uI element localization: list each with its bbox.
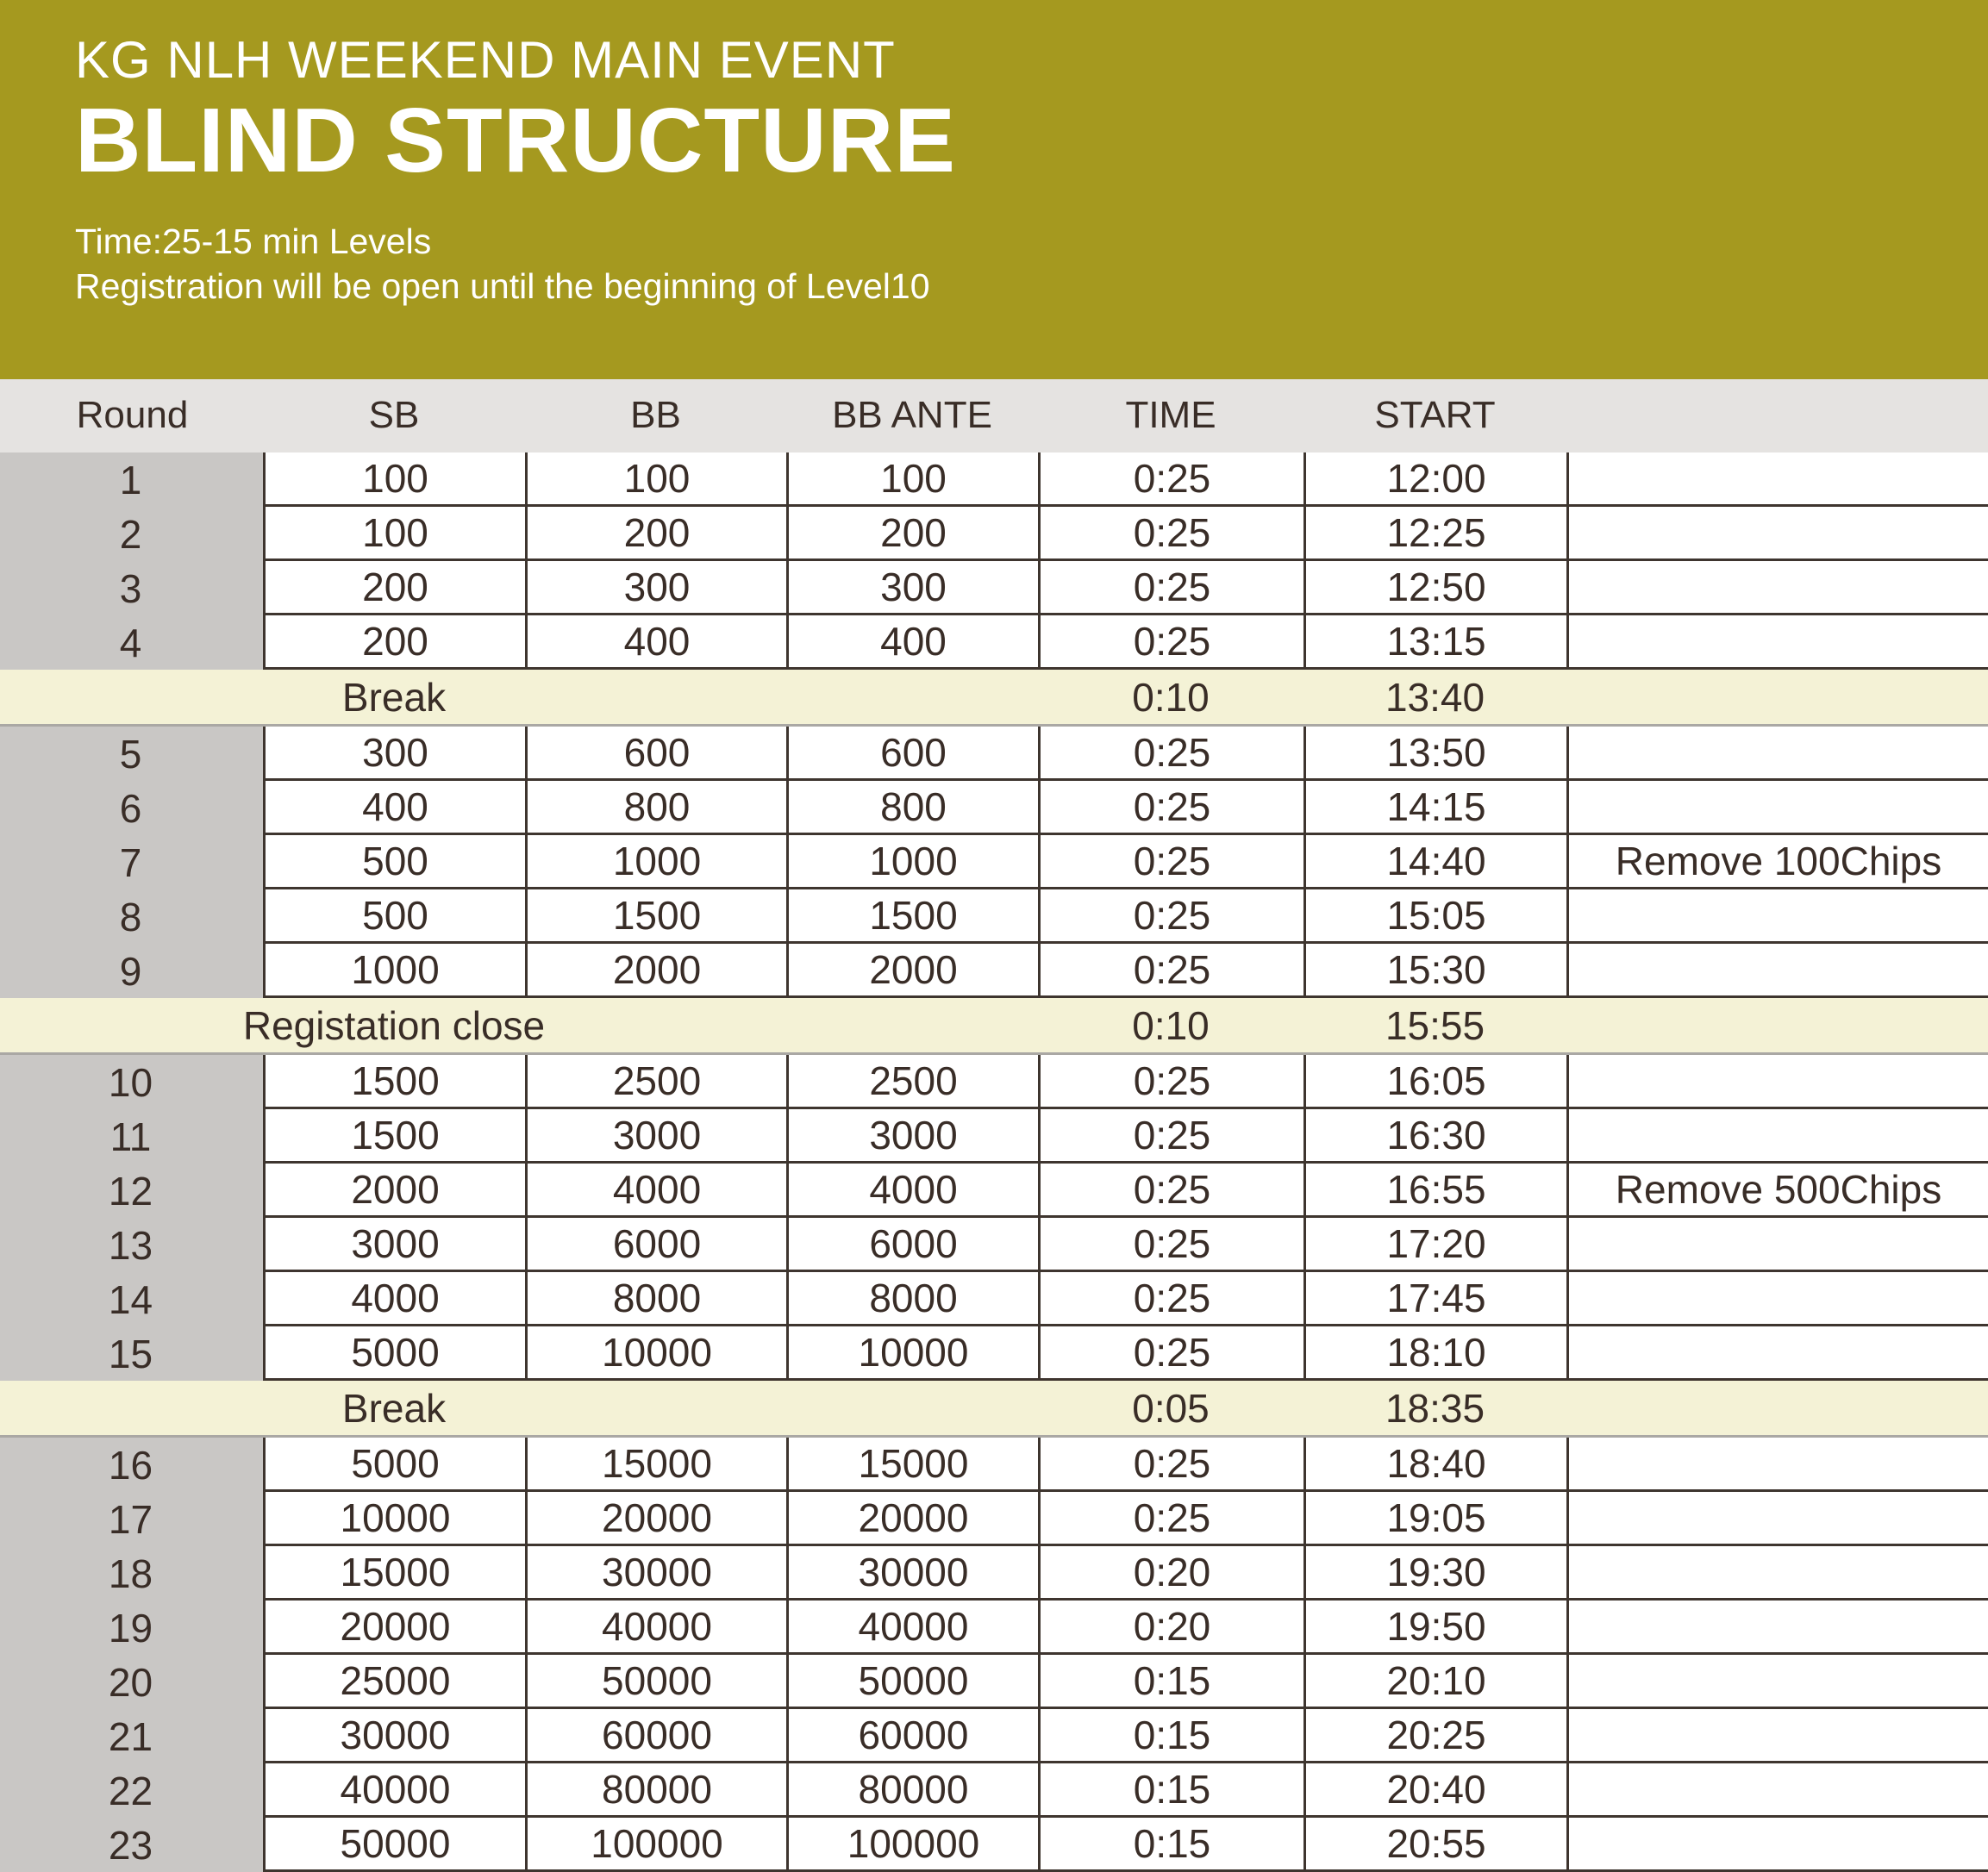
start-cell: 15:30 [1303,944,1566,998]
bb-cell: 3000 [525,1109,786,1164]
bb-cell: 20000 [525,1492,786,1546]
table-row [0,1492,1988,1546]
bb-ante-cell: 10000 [786,1326,1038,1381]
column-header-round: Round [0,379,263,452]
time-cell: 0:25 [1038,727,1303,781]
bb-ante-cell: 2000 [786,944,1038,998]
bb-cell: 6000 [525,1218,786,1272]
bb-cell: 30000 [525,1546,786,1601]
table-row [0,1601,1988,1655]
bb-cell: 4000 [525,1164,786,1218]
table-header-row [0,379,1988,452]
subtitle-levels-line: Time:25-15 min Levels [75,222,432,261]
bb-cell: 2000 [525,944,786,998]
break-row [0,998,1988,1055]
break-row [0,1381,1988,1438]
table-row [0,1763,1988,1818]
table-row [0,1326,1988,1381]
round-cell [0,670,263,724]
bb-ante-cell: 30000 [786,1546,1038,1601]
time-cell: 0:25 [1038,1109,1303,1164]
bb-ante-cell: 100000 [786,1818,1038,1872]
time-cell: 0:25 [1038,452,1303,507]
bb-ante-cell: 8000 [786,1272,1038,1326]
start-cell: 19:05 [1303,1492,1566,1546]
column-header-bb: BB [525,379,786,452]
bb-ante-cell: 200 [786,507,1038,561]
column-header-notes [1566,379,1988,452]
bb-ante-cell: 400 [786,615,1038,670]
round-cell: 9 [0,944,263,998]
time-cell: 0:25 [1038,1272,1303,1326]
note-cell [1566,889,1988,944]
bb-ante-cell: 4000 [786,1164,1038,1218]
sb-cell: 20000 [263,1601,525,1655]
start-cell: 16:30 [1303,1109,1566,1164]
start-cell: 18:35 [1385,1385,1485,1431]
time-cell: 0:25 [1038,1164,1303,1218]
time-cell: 0:25 [1038,1438,1303,1492]
start-cell: 20:10 [1303,1655,1566,1709]
sb-cell: 50000 [263,1818,525,1872]
sb-cell: 1500 [263,1055,525,1109]
time-cell: 0:25 [1038,1218,1303,1272]
bb-ante-cell: 800 [786,781,1038,835]
table-row [0,727,1988,781]
time-cell: 0:25 [1038,561,1303,615]
table-row [0,1546,1988,1601]
sb-cell: 400 [263,781,525,835]
sb-cell: 10000 [263,1492,525,1546]
round-cell: 21 [0,1709,263,1763]
round-cell: 14 [0,1272,263,1326]
round-cell: 4 [0,615,263,670]
time-cell: 0:25 [1038,944,1303,998]
table-row [0,561,1988,615]
time-cell: 0:20 [1038,1601,1303,1655]
event-title: KG NLH WEEKEND MAIN EVENT [75,31,896,89]
time-cell: 0:25 [1038,1055,1303,1109]
bb-ante-cell: 50000 [786,1655,1038,1709]
round-cell: 15 [0,1326,263,1381]
round-cell: 22 [0,1763,263,1818]
sb-cell: 500 [263,835,525,889]
table-row [0,507,1988,561]
table-row [0,1818,1988,1872]
start-cell: 19:50 [1303,1601,1566,1655]
sb-cell: 2000 [263,1164,525,1218]
column-header-time: TIME [1038,379,1303,452]
table-row [0,889,1988,944]
round-cell: 20 [0,1655,263,1709]
note-cell [1566,670,1988,724]
note-cell [1566,781,1988,835]
table-body [0,452,1988,1872]
start-cell: 14:40 [1303,835,1566,889]
start-cell: 15:55 [1385,1002,1485,1048]
start-cell: 13:15 [1303,615,1566,670]
table-row [0,835,1988,889]
note-cell [1566,452,1988,507]
round-cell: 3 [0,561,263,615]
bb-ante-cell: 80000 [786,1763,1038,1818]
sb-cell: 500 [263,889,525,944]
column-header-sb: SB [263,379,525,452]
bb-ante-cell: 15000 [786,1438,1038,1492]
note-cell [1566,1601,1988,1655]
note-cell [1566,1709,1988,1763]
sb-cell: 15000 [263,1546,525,1601]
table-row [0,781,1988,835]
time-cell: 0:10 [1132,674,1210,720]
bb-ante-cell: 40000 [786,1601,1038,1655]
bb-ante-cell: 2500 [786,1055,1038,1109]
bb-cell: 100000 [525,1818,786,1872]
bb-cell: 200 [525,507,786,561]
table-row [0,1109,1988,1164]
subtitle-registration-line: Registration will be open until the beginning of Level10 [75,266,930,307]
bb-ante-cell: 20000 [786,1492,1038,1546]
table-row [0,452,1988,507]
sb-cell: 4000 [263,1272,525,1326]
time-cell: 0:15 [1038,1763,1303,1818]
round-cell: 19 [0,1601,263,1655]
bb-cell: 100 [525,452,786,507]
bb-cell: 600 [525,727,786,781]
round-cell: 6 [0,781,263,835]
start-cell: 18:40 [1303,1438,1566,1492]
round-cell: 5 [0,727,263,781]
sb-cell: 100 [263,507,525,561]
note-cell [1566,1655,1988,1709]
table-row [0,1055,1988,1109]
sb-cell: 1000 [263,944,525,998]
round-cell: 11 [0,1109,263,1164]
round-cell: 12 [0,1164,263,1218]
sb-cell: 3000 [263,1218,525,1272]
start-cell: 12:00 [1303,452,1566,507]
note-cell [1566,944,1988,998]
start-cell: 20:55 [1303,1818,1566,1872]
sb-cell: 200 [263,615,525,670]
bb-ante-cell: 600 [786,727,1038,781]
break-label-cell: Break [341,1385,447,1431]
round-cell: 16 [0,1438,263,1492]
note-cell [1566,1272,1988,1326]
sb-cell: 30000 [263,1709,525,1763]
table-row [0,1655,1988,1709]
start-cell: 12:50 [1303,561,1566,615]
note-cell [1566,1109,1988,1164]
start-cell: 12:25 [1303,507,1566,561]
round-cell: 7 [0,835,263,889]
round-cell: 13 [0,1218,263,1272]
break-row [0,670,1988,727]
note-cell [1566,727,1988,781]
break-label-cell: Registation close [242,1002,546,1048]
start-cell: 20:40 [1303,1763,1566,1818]
sb-cell: 1500 [263,1109,525,1164]
time-cell: 0:15 [1038,1709,1303,1763]
time-cell: 0:25 [1038,781,1303,835]
note-cell [1566,998,1988,1052]
round-cell: 2 [0,507,263,561]
bb-cell: 50000 [525,1655,786,1709]
sb-cell: 5000 [263,1326,525,1381]
bb-ante-cell: 100 [786,452,1038,507]
round-cell: 17 [0,1492,263,1546]
note-cell [1566,1055,1988,1109]
sb-cell: 40000 [263,1763,525,1818]
banner-subtitle [75,219,1936,309]
time-cell: 0:25 [1038,1492,1303,1546]
start-cell: 20:25 [1303,1709,1566,1763]
bb-ante-cell: 3000 [786,1109,1038,1164]
table-row [0,1218,1988,1272]
table-row [0,1272,1988,1326]
bb-cell: 300 [525,561,786,615]
column-header-bb-ante: BB ANTE [786,379,1038,452]
round-cell [0,998,263,1052]
sb-cell: 25000 [263,1655,525,1709]
bb-cell: 80000 [525,1763,786,1818]
bb-ante-cell: 1000 [786,835,1038,889]
start-cell: 19:30 [1303,1546,1566,1601]
note-cell [1566,1438,1988,1492]
start-cell: 15:05 [1303,889,1566,944]
start-cell: 14:15 [1303,781,1566,835]
column-header-start: START [1303,379,1566,452]
note-cell [1566,1818,1988,1872]
time-cell: 0:10 [1132,1002,1210,1048]
time-cell: 0:25 [1038,835,1303,889]
note-cell [1566,1492,1988,1546]
bb-cell: 8000 [525,1272,786,1326]
table-row [0,615,1988,670]
note-cell [1566,561,1988,615]
bb-cell: 800 [525,781,786,835]
blind-structure-table [0,379,1988,1872]
time-cell: 0:20 [1038,1546,1303,1601]
time-cell: 0:05 [1132,1385,1210,1431]
note-cell [1566,1546,1988,1601]
time-cell: 0:25 [1038,889,1303,944]
note-cell: Remove 500Chips [1566,1164,1988,1218]
start-cell: 17:20 [1303,1218,1566,1272]
time-cell: 0:25 [1038,507,1303,561]
bb-cell: 40000 [525,1601,786,1655]
bb-cell: 400 [525,615,786,670]
round-cell: 1 [0,452,263,507]
note-cell [1566,1326,1988,1381]
bb-cell: 1000 [525,835,786,889]
bb-cell: 10000 [525,1326,786,1381]
start-cell: 16:55 [1303,1164,1566,1218]
table-row [0,1709,1988,1763]
time-cell: 0:25 [1038,1326,1303,1381]
table-row [0,944,1988,998]
time-cell: 0:25 [1038,615,1303,670]
time-cell: 0:15 [1038,1655,1303,1709]
bb-ante-cell: 60000 [786,1709,1038,1763]
bb-ante-cell: 1500 [786,889,1038,944]
time-cell: 0:15 [1038,1818,1303,1872]
bb-cell: 1500 [525,889,786,944]
bb-cell: 15000 [525,1438,786,1492]
round-cell: 18 [0,1546,263,1601]
bb-cell: 2500 [525,1055,786,1109]
start-cell: 17:45 [1303,1272,1566,1326]
bb-cell: 60000 [525,1709,786,1763]
note-cell [1566,1763,1988,1818]
round-cell: 10 [0,1055,263,1109]
sb-cell: 5000 [263,1438,525,1492]
note-cell [1566,615,1988,670]
sb-cell: 300 [263,727,525,781]
banner [0,0,1988,379]
break-label-cell: Break [341,674,447,720]
bb-ante-cell: 300 [786,561,1038,615]
sb-cell: 200 [263,561,525,615]
note-cell [1566,507,1988,561]
round-cell: 23 [0,1818,263,1872]
start-cell: 18:10 [1303,1326,1566,1381]
start-cell: 16:05 [1303,1055,1566,1109]
start-cell: 13:40 [1385,674,1485,720]
note-cell: Remove 100Chips [1566,835,1988,889]
table-row [0,1438,1988,1492]
bb-ante-cell: 6000 [786,1218,1038,1272]
round-cell: 8 [0,889,263,944]
note-cell [1566,1218,1988,1272]
note-cell [1566,1381,1988,1435]
table-row [0,1164,1988,1218]
sb-cell: 100 [263,452,525,507]
page-title: BLIND STRUCTURE [75,90,956,191]
start-cell: 13:50 [1303,727,1566,781]
round-cell [0,1381,263,1435]
